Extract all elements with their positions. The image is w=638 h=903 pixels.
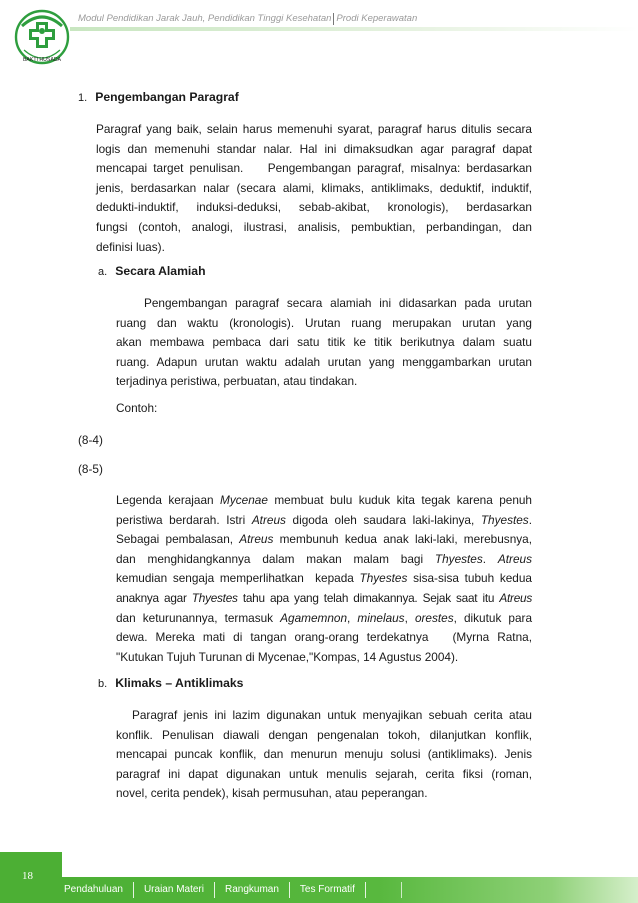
subsection-b-letter: b. xyxy=(98,678,108,690)
paragraph-line: Paragraf yang baik, selain harus memenuhi syarat, paragraf harus ditulis secara xyxy=(96,122,532,136)
section-number: 1. xyxy=(78,92,88,104)
running-header xyxy=(70,8,638,29)
section-paragraph xyxy=(96,120,532,257)
paragraph-line: ruang. Adapun urutan waktu adalah urutan yang menggambarkan urutan xyxy=(116,354,532,369)
paragraph-line: mencapai target penulisan. Pengembangan paragraf, misalnya: berdasarkan xyxy=(96,161,532,176)
example-line: anaknya agar Thyestes tahu apa yang telah dimakannya. Sejak saat itu Atreus xyxy=(116,590,532,605)
footer-nav xyxy=(62,877,638,903)
nav-uraian-materi[interactable]: Uraian Materi xyxy=(134,882,215,898)
nav-tes-formatif[interactable]: Tes Formatif xyxy=(290,882,366,898)
example-label: Contoh: xyxy=(116,401,158,415)
paragraph-line: ruang dan waktu (kronologis). Urutan ruang merupakan urutan yang xyxy=(116,315,532,330)
nav-spacer xyxy=(388,882,402,898)
paragraph-line: novel, cerita pendek), kisah permusuhan, atau peperangan. xyxy=(116,786,428,801)
example-line: dewa. Mereka mati di tangan orang-orang terdekatnya (Myrna Ratna, xyxy=(116,630,532,645)
subsection-a-letter: a. xyxy=(98,266,108,278)
header-title-left: Modul Pendidikan Jarak Jauh, Pendidikan Tinggi Kesehatan xyxy=(78,13,332,24)
logo-text: BAKTI HUSADA xyxy=(22,57,62,63)
paragraph-line: logis dan memenuhi standar nalar. Hal ini dimaksudkan agar paragraf dapat xyxy=(96,141,532,156)
subsection-b-heading xyxy=(98,674,243,695)
section-heading xyxy=(78,88,239,109)
example-text xyxy=(116,491,532,667)
example-line: dan menghidangkannya dalam makan malam bagi Thyestes. Atreus xyxy=(116,551,533,566)
paragraph-line: terjadinya peristiwa, perbuatan, atau tindakan. xyxy=(116,374,358,389)
paragraph-line: Pengembangan paragraf secara alamiah ini didasarkan pada urutan xyxy=(144,296,532,310)
paragraph-line: dedukti-induktif, induksi-deduksi, sebab-akibat, kronologis), berdasarkan xyxy=(96,200,532,215)
paragraph-line: fungsi (contoh, analogi, ilustrasi, analisis, pembuktian, perbandingan, dan xyxy=(96,219,532,234)
section-title: Pengembangan Paragraf xyxy=(95,90,239,104)
paragraph-line: konflik. Penulisan diawali dengan pengenalan tokoh, dilanjutkan konflik, xyxy=(116,727,532,742)
nav-rangkuman[interactable]: Rangkuman xyxy=(215,882,290,898)
paragraph-line: paragraf ini dapat digunakan untuk menulis sejarah, cerita fiksi (roman, xyxy=(116,766,532,781)
subsection-a-title: Secara Alamiah xyxy=(115,264,206,278)
paragraph-line: definisi luas). xyxy=(96,239,165,254)
nav-pendahuluan[interactable]: Pendahuluan xyxy=(62,882,134,898)
example-line: peristiwa berdarah. Istri Atreus digoda oleh saudara laki-lakinya, Thyestes. xyxy=(116,512,532,527)
example-line: dan keturunannya, termasuk Agamemnon, minelaus, orestes, dikutuk para xyxy=(116,610,533,625)
subsection-b-paragraph xyxy=(116,706,532,804)
subsection-a-paragraph xyxy=(116,294,532,392)
example-line: Sebagai pembalasan, Atreus membunuh kedua anak laki-laki, merebusnya, xyxy=(116,532,532,547)
paragraph-line: Paragraf jenis ini lazim digunakan untuk menyajikan sebuah cerita atau xyxy=(132,708,532,722)
header-title-right: Prodi Keperawatan xyxy=(336,13,418,24)
example-marker: (8-5) xyxy=(78,462,103,476)
subsection-b-title: Klimaks – Antiklimaks xyxy=(115,676,244,690)
paragraph-line: akan membawa pembaca dari satu titik ke titik berikutnya dalam suatu xyxy=(116,335,532,350)
paragraph-line: jenis, berdasarkan nalar (secara alami, klimaks, antiklimaks, deduktif, induktif, xyxy=(96,180,532,195)
paragraph-line: mencapai puncak konflik, dan menurun menuju solusi (antiklimaks). Jenis xyxy=(116,747,532,762)
subsection-a-heading xyxy=(98,262,206,283)
example-line: "Kutukan Tujuh Turunan di Mycenae,"Kompas, 14 Agustus 2004). xyxy=(116,649,459,664)
header-separator xyxy=(333,13,334,25)
bakti-husada-logo xyxy=(12,6,72,70)
example-marker: (8-4) xyxy=(78,433,103,447)
page-number: 18 xyxy=(22,870,33,882)
example-line: Legenda kerajaan Mycenae membuat bulu kuduk kita tegak karena penuh xyxy=(116,493,532,507)
example-line: kemudian sengaja memperlihatkan kepada Thyestes sisa-sisa tubuh kedua xyxy=(116,571,532,586)
